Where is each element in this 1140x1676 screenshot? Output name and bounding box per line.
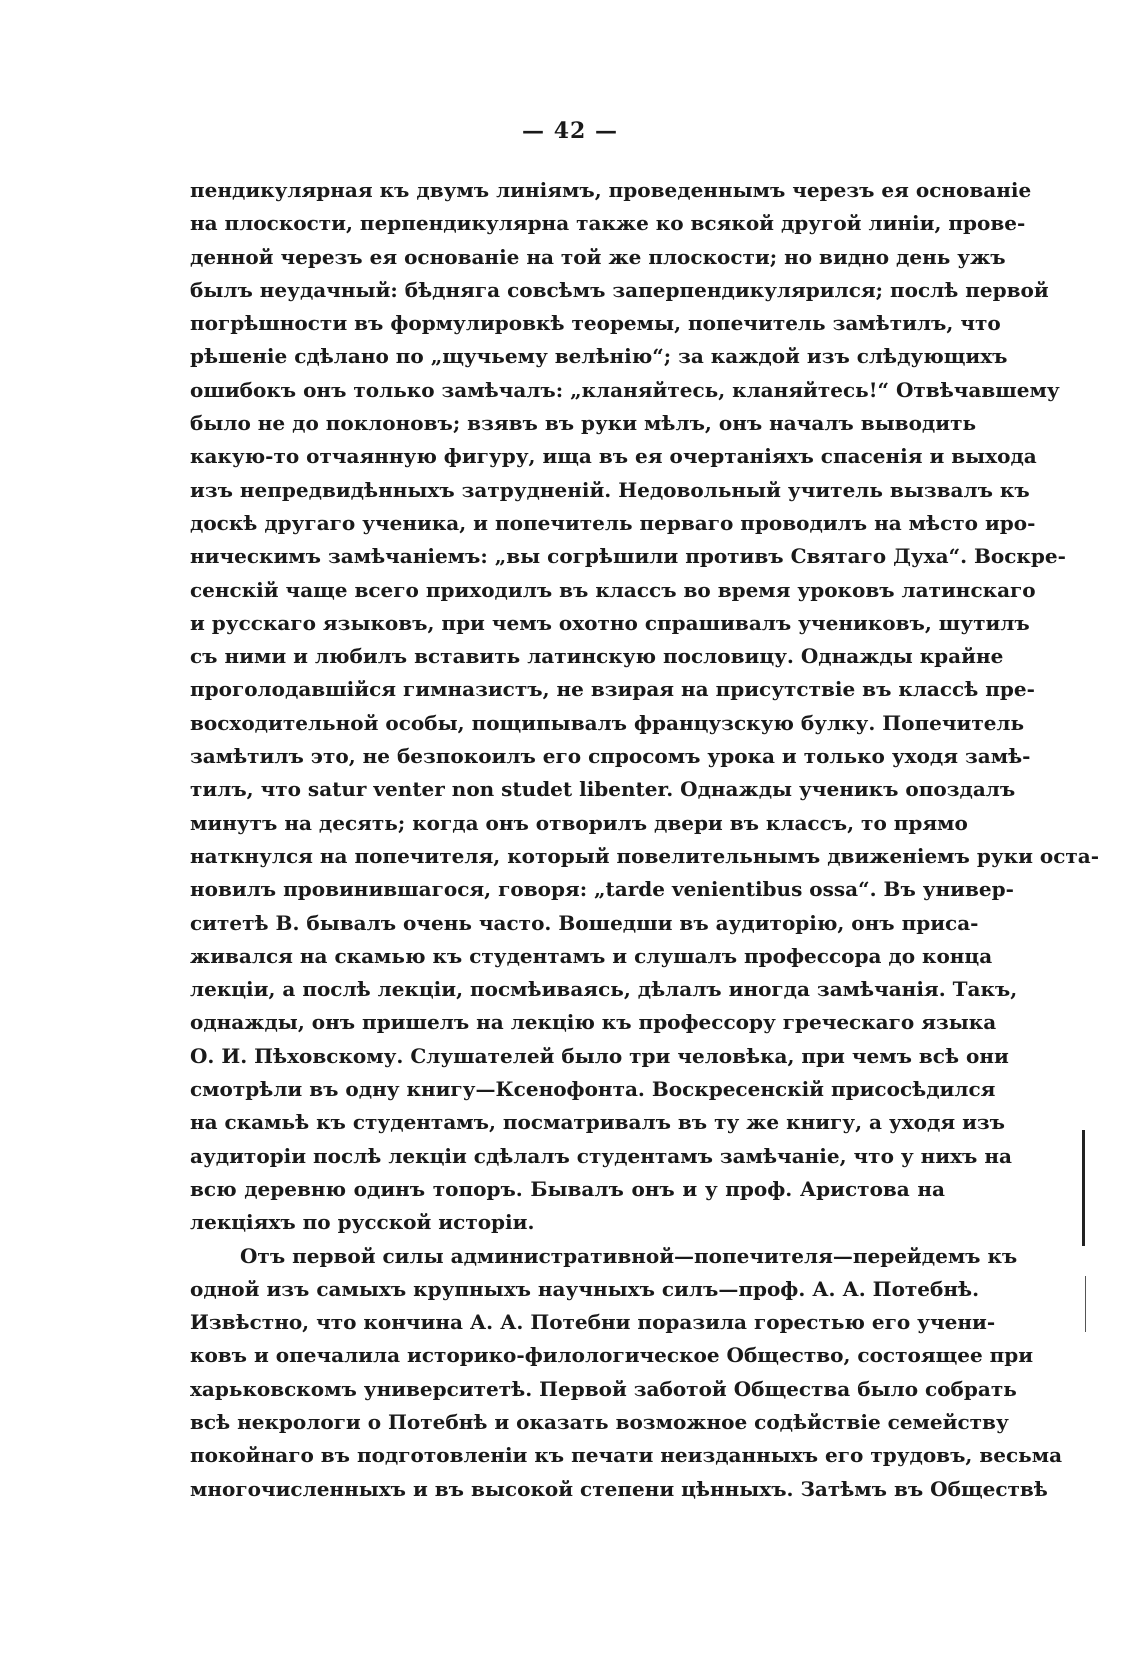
text-line: новилъ провинившагося, говоря: „tarde venientibus ossa“. Въ универ-: [190, 877, 1014, 902]
text-line: денной черезъ ея основаніе на той же плоскости; но видно день ужъ: [190, 244, 1006, 269]
text-line: изъ непредвидѣнныхъ затрудненій. Недовольный учитель вызвалъ къ: [190, 477, 1030, 502]
text-line: одной изъ самыхъ крупныхъ научныхъ силъ—проф. А. А. Потебнѣ.: [190, 1276, 980, 1301]
text-line: лекціяхъ по русской исторіи.: [190, 1210, 535, 1235]
text-line: былъ неудачный: бѣдняга совсѣмъ заперпендикулярился; послѣ первой: [190, 277, 1049, 302]
text-line: ковъ и опечалила историко-филологическое Общество, состоящее при: [190, 1343, 1034, 1368]
text-line: проголодавшійся гимназистъ, не взирая на присутствіе въ классѣ пре-: [190, 677, 1035, 702]
text-line: О. И. Пѣховскому. Слушателей было три человѣка, при чемъ всѣ они: [190, 1043, 1009, 1068]
scan-edge-mark: [1085, 1276, 1086, 1332]
text-line: было не до поклоновъ; взявъ въ руки мѣлъ, онъ началъ выводить: [190, 411, 977, 436]
body-text: [190, 174, 1100, 1506]
text-line: и русскаго языковъ, при чемъ охотно спрашивалъ учениковъ, шутилъ: [190, 610, 1030, 635]
text-line: погрѣшности въ формулировкѣ теоремы, попечитель замѣтилъ, что: [190, 311, 1001, 336]
text-line: ошибокъ онъ только замѣчалъ: „кланяйтесь, кланяйтесь!“ Отвѣчавшему: [190, 377, 1060, 402]
text-line: тилъ, что satur venter non studet libenter. Однажды ученикъ опоздалъ: [190, 777, 1016, 802]
text-line: покойнаго въ подготовленіи къ печати неизданныхъ его трудовъ, весьма: [190, 1443, 1063, 1468]
text-line: сенскій чаще всего приходилъ въ классъ во время уроковъ латинскаго: [190, 577, 1036, 602]
page-number: — 42 —: [522, 118, 618, 144]
text-line: Извѣстно, что кончина А. А. Потебни поразила горестью его учени-: [190, 1310, 996, 1335]
text-line: смотрѣли въ одну книгу—Ксенофонта. Воскресенскій присосѣдился: [190, 1077, 996, 1102]
text-line: пендикулярная къ двумъ линіямъ, проведеннымъ черезъ ея основаніе: [190, 178, 1032, 202]
text-line: рѣшеніе сдѣлано по „щучьему велѣнію“; за каждой изъ слѣдующихъ: [190, 344, 1008, 369]
text-line: всѣ некрологи о Потебнѣ и оказать возможное содѣйствіе семейству: [190, 1409, 1009, 1434]
text-line: восходительной особы, пощипывалъ французскую булку. Попечитель: [190, 710, 1025, 735]
text-line: однажды, онъ пришелъ на лекцію къ профессору греческаго языка: [190, 1010, 997, 1035]
text-line: живался на скамью къ студентамъ и слушалъ профессора до конца: [190, 943, 993, 968]
text-line: на плоскости, перпендикулярна также ко всякой другой линіи, прове-: [190, 211, 1026, 236]
text-line: харьковскомъ университетѣ. Первой заботой Общества было собрать: [190, 1376, 1017, 1401]
text-line: наткнулся на попечителя, который повелительнымъ движеніемъ руки оста-: [190, 843, 1100, 868]
text-line: съ ними и любилъ вставить латинскую пословицу. Однажды крайне: [190, 644, 1004, 669]
text-line: ситетѣ В. бывалъ очень часто. Вошедши въ аудиторію, онъ приса-: [190, 910, 979, 935]
text-line: всю деревню одинъ топоръ. Бывалъ онъ и у проф. Аристова на: [190, 1176, 945, 1201]
text-line: минутъ на десять; когда онъ отворилъ двери въ классъ, то прямо: [190, 810, 968, 835]
text-line: замѣтилъ это, не безпокоилъ его спросомъ урока и только уходя замѣ-: [190, 744, 1031, 769]
text-line: многочисленныхъ и въ высокой степени цѣнныхъ. Затѣмъ въ Обществѣ: [190, 1476, 1048, 1501]
text-line: доскѣ другаго ученика, и попечитель перваго проводилъ на мѣсто иро-: [190, 510, 1036, 535]
scan-edge-mark: [1082, 1130, 1085, 1246]
text-line: какую-то отчаянную фигуру, ища въ ея очертаніяхъ спасенія и выхода: [190, 444, 1037, 469]
text-line: на скамьѣ къ студентамъ, посматривалъ въ ту же книгу, а уходя изъ: [190, 1110, 1006, 1135]
text-line: Отъ первой силы административной—попечителя—перейдемъ къ: [240, 1243, 1018, 1268]
text-line: аудиторіи послѣ лекціи сдѣлалъ студентамъ замѣчаніе, что у нихъ на: [190, 1143, 1012, 1168]
text-line: лекціи, а послѣ лекціи, посмѣиваясь, дѣлалъ иногда замѣчанія. Такъ,: [190, 977, 1018, 1002]
text-line: ническимъ замѣчаніемъ: „вы согрѣшили противъ Святаго Духа“. Воскре-: [190, 544, 1066, 569]
